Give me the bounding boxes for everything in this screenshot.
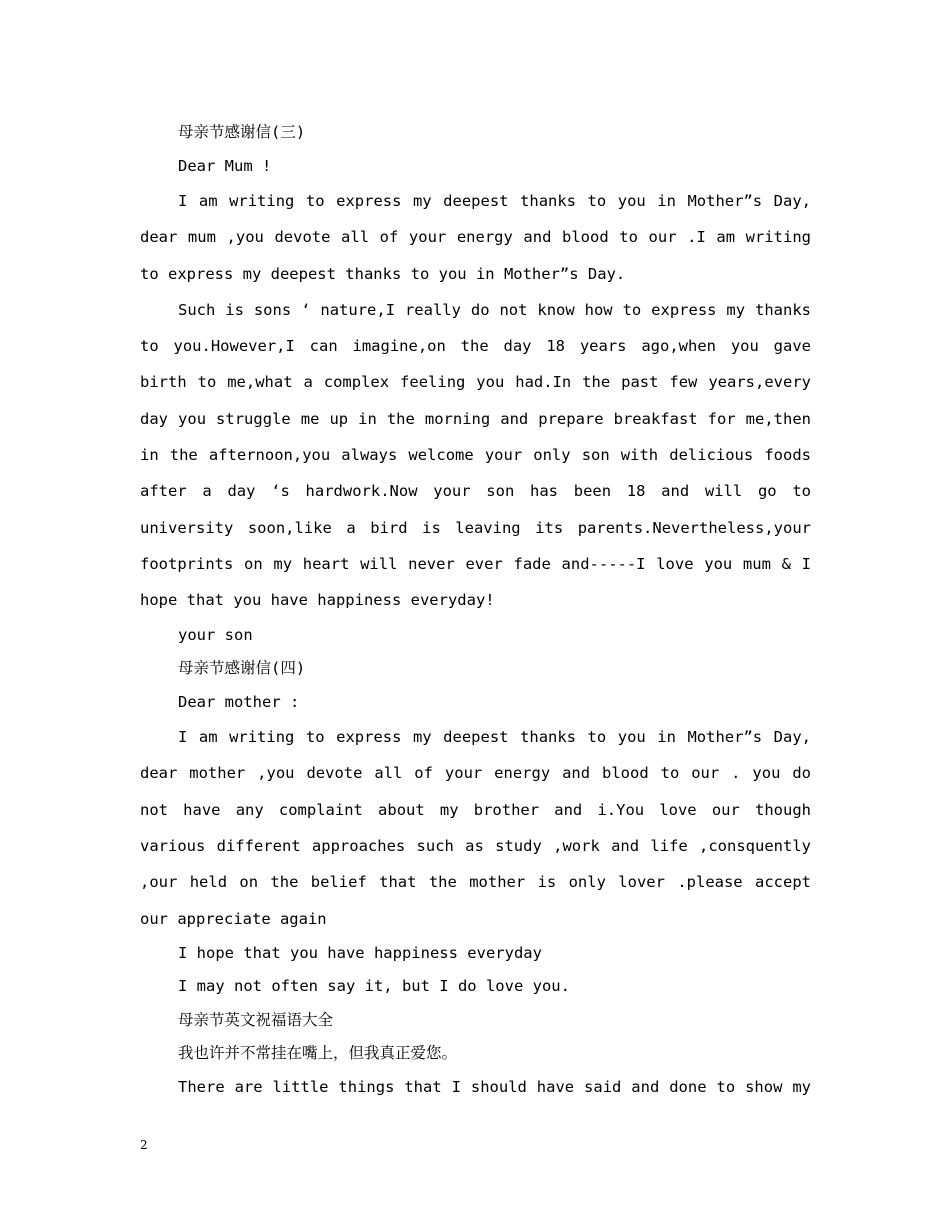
section-heading-three: 母亲节感谢信(三) (178, 123, 306, 141)
body-paragraph: I am writing to express my deepest thanks to you in Mother”s Day, dear mother ,you devote all of your energy and blood to our . you do not have any complaint about my brother and i.You love our though various different approaches such as study ,work and life ,consquently ,our held on the belief that the mother is only lover .please accept our appreciate again (140, 728, 811, 928)
body-line: I hope that you have happiness everyday (178, 943, 542, 962)
body-line: There are little things that I should have said and done to show my (178, 1077, 811, 1096)
body-paragraph: Such is sons ‘ nature,I really do not know how to express my thanks to you.However,I can imagine,on the day 18 years ago,when you gave birth to me,what a complex feeling you had.In the past few years,every day you struggle me up in the morning and prepare breakfast for me,then in the afternoon,you always welcome your only son with delicious foods after a day ‘s hardwork.Now your son has been 18 and will go to university soon,like a bird is leaving its parents.Nevertheless,your footprints on my heart will never ever fade and-----I love you mum & I hope that you have happiness everyday! (140, 300, 811, 610)
salutation: Dear Mum ! (178, 156, 272, 175)
section-heading-four: 母亲节感谢信(四) (178, 659, 306, 678)
body-paragraph: I am writing to express my deepest thanks to you in Mother”s Day, dear mum ,you devote all of your energy and blood to our .I am writing to express my deepest thanks to you in Mother”s Day. (140, 192, 811, 283)
page-number: 2 (140, 1138, 148, 1152)
signature: your son (178, 625, 253, 644)
salutation: Dear mother : (178, 692, 300, 711)
section-heading-wishes: 母亲节英文祝福语大全 (178, 1010, 334, 1029)
document-body (140, 116, 811, 1104)
body-line: I may not often say it, but I do love you. (178, 977, 570, 996)
body-line: 我也许并不常挂在嘴上，但我真正爱您。 (178, 1044, 458, 1063)
